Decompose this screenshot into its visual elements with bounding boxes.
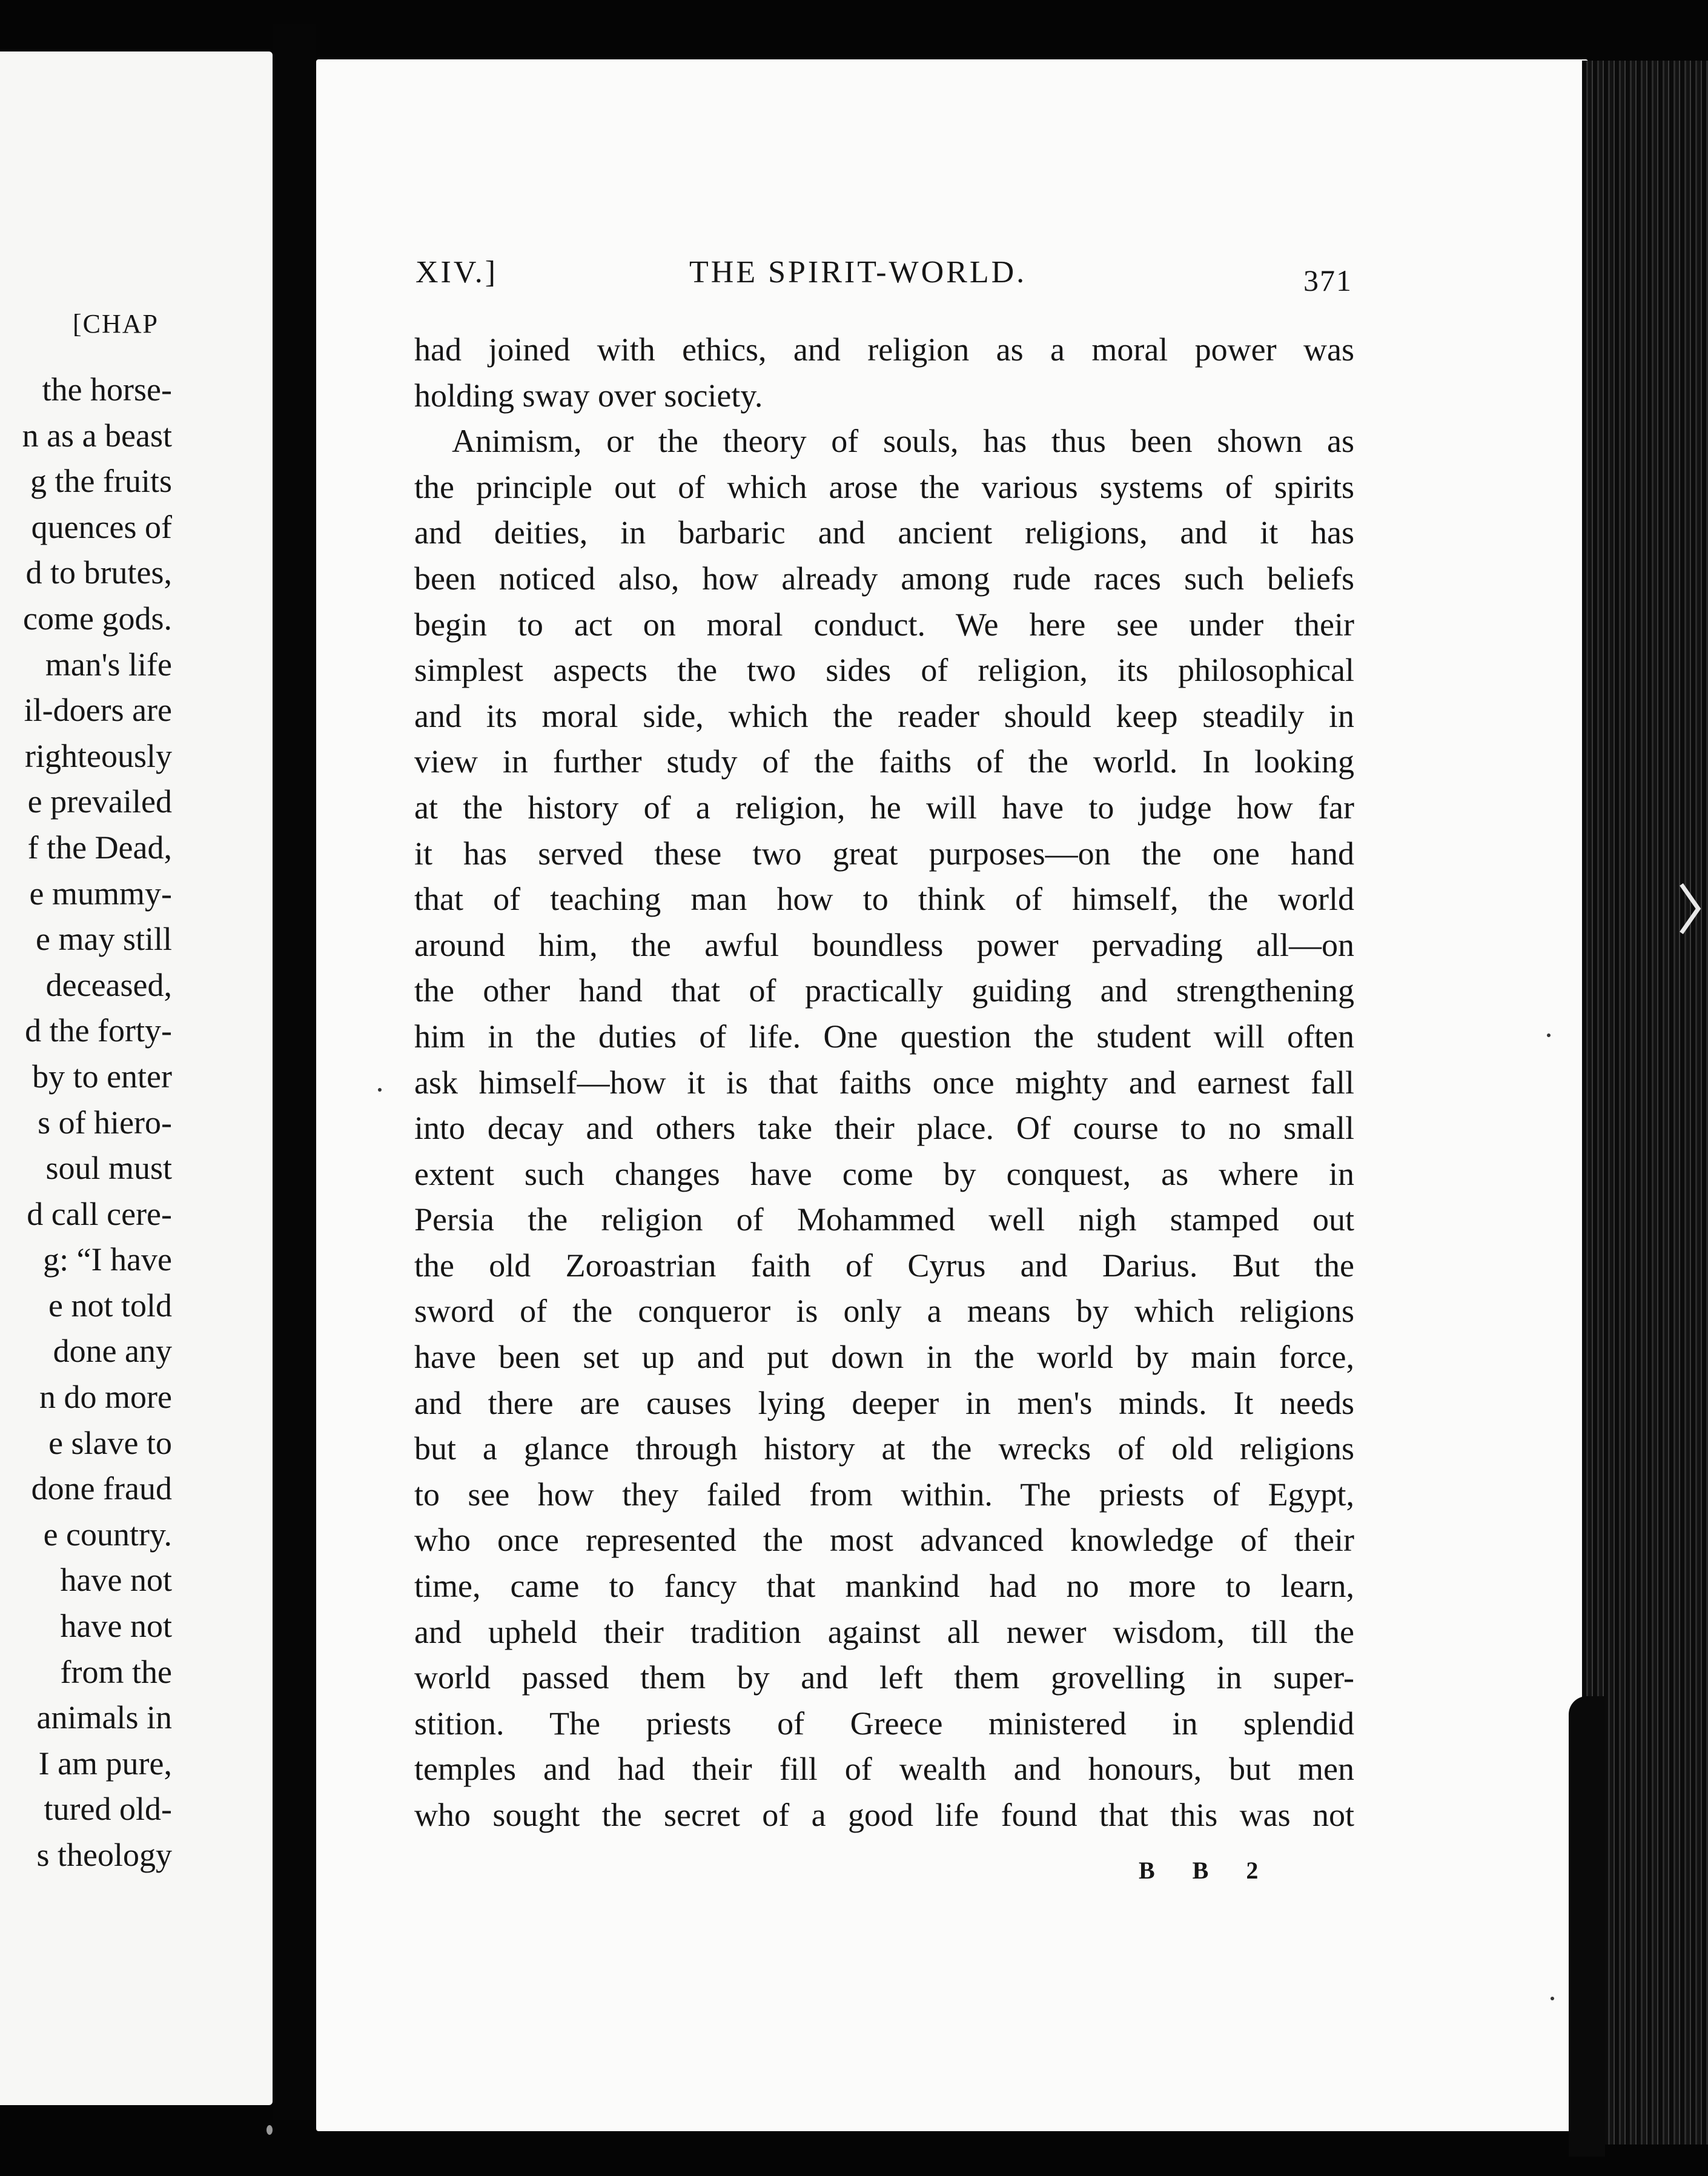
- text-line: s theology: [36, 1837, 172, 1873]
- text-line: the horse-: [42, 371, 172, 408]
- text-line: n as a beast: [22, 417, 172, 454]
- text-line: begin to act on moral conduct. We here see under their: [414, 606, 1354, 643]
- text-line: time, came to fancy that mankind had no more to learn,: [414, 1568, 1354, 1605]
- scan-speck: [1547, 1033, 1551, 1037]
- text-line: f the Dead,: [27, 829, 172, 866]
- text-line: Persia the religion of Mohammed well nigh stamped out: [414, 1201, 1354, 1238]
- text-line: have been set up and put down in the world by main force,: [414, 1339, 1354, 1376]
- text-line: that of teaching man how to think of himself, the world: [414, 881, 1354, 918]
- text-line: come gods.: [23, 600, 172, 637]
- text-line: to see how they failed from within. The priests of Egypt,: [414, 1476, 1354, 1513]
- signature-mark: B B 2: [1139, 1857, 1274, 1884]
- scan-speck: [266, 2125, 273, 2135]
- text-line: deceased,: [45, 966, 172, 1003]
- text-line: the other hand that of practically guiding and strengthening: [414, 972, 1354, 1009]
- text-line: simplest aspects the two sides of religion, its philosophical: [414, 652, 1354, 689]
- page-title: THE SPIRIT-WORLD.: [689, 255, 1027, 290]
- text-line: had joined with ethics, and religion as a moral power was: [414, 331, 1354, 368]
- scan-speck: [378, 1088, 382, 1092]
- text-line: world passed them by and left them grovelling in super-: [414, 1659, 1354, 1696]
- left-page: [0, 51, 273, 2105]
- page-number: 371: [1303, 264, 1352, 297]
- text-line: and upheld their tradition against all newer wisdom, till the: [414, 1613, 1354, 1650]
- text-line: sword of the conqueror is only a means by which religions: [414, 1293, 1354, 1330]
- scan-speck: [1551, 1997, 1554, 2000]
- text-line: holding sway over society.: [414, 377, 763, 414]
- text-line: e slave to: [48, 1424, 172, 1461]
- text-line: tured old-: [44, 1791, 172, 1828]
- text-line: stition. The priests of Greece ministered in splendid: [414, 1705, 1354, 1742]
- text-line: into decay and others take their place. Of course to no small: [414, 1110, 1354, 1147]
- text-line: e may still: [36, 921, 172, 958]
- left-page-text: [22, 367, 172, 1879]
- text-line: from the: [60, 1653, 172, 1690]
- text-line: soul must: [45, 1150, 172, 1187]
- thumb-tab-shadow: [1569, 1696, 1605, 2157]
- text-line: Animism, or the theory of souls, has thus been shown as: [452, 423, 1354, 460]
- text-line: s of hiero-: [38, 1104, 172, 1141]
- text-line: been noticed also, how already among rude races such beliefs: [414, 560, 1354, 597]
- text-line: animals in: [36, 1699, 172, 1736]
- text-line: n do more: [39, 1379, 172, 1416]
- text-line: ask himself—how it is that faiths once mighty and earnest fall: [414, 1064, 1354, 1101]
- text-line: d call cere-: [27, 1195, 172, 1232]
- text-line: temples and had their fill of wealth and honours, but men: [414, 1751, 1354, 1788]
- text-line: quences of: [31, 508, 172, 545]
- text-line: and its moral side, which the reader should keep steadily in: [414, 697, 1354, 734]
- text-line: by to enter: [32, 1058, 172, 1095]
- text-line: view in further study of the faiths of the world. In looking: [414, 743, 1354, 780]
- text-line: I am pure,: [38, 1745, 172, 1782]
- running-head: [415, 254, 1360, 303]
- book-gutter: [273, 24, 316, 2120]
- text-line: the principle out of which arose the various systems of spirits: [414, 468, 1354, 505]
- text-line: e country.: [43, 1516, 172, 1553]
- text-line: d the forty-: [25, 1012, 172, 1049]
- text-line: at the history of a religion, he will have to judge how far: [414, 789, 1354, 826]
- text-line: g: “I have: [43, 1241, 172, 1278]
- text-line: and there are causes lying deeper in men's minds. It needs: [414, 1384, 1354, 1421]
- text-line: righteously: [25, 737, 172, 774]
- text-line: e prevailed: [27, 783, 172, 820]
- text-line: g the fruits: [30, 463, 172, 500]
- text-line: have not: [60, 1562, 172, 1599]
- text-line: il-doers are: [24, 692, 172, 729]
- text-line: and deities, in barbaric and ancient religions, and it has: [414, 514, 1354, 551]
- chapter-marker: XIV.]: [415, 255, 498, 290]
- text-line: it has served these two great purposes—on the one hand: [414, 835, 1354, 872]
- text-line: him in the duties of life. One question the student will often: [414, 1018, 1354, 1055]
- text-line: who once represented the most advanced knowledge of their: [414, 1522, 1354, 1559]
- body-text: [414, 327, 1354, 1839]
- text-line: who sought the secret of a good life found that this was not: [414, 1797, 1354, 1833]
- text-line: done any: [53, 1333, 172, 1370]
- text-line: man's life: [45, 646, 172, 683]
- text-line: the old Zoroastrian faith of Cyrus and Darius. But the: [414, 1247, 1354, 1284]
- text-line: have not: [60, 1608, 172, 1645]
- edge-arrow-icon: [1678, 878, 1702, 939]
- text-line: d to brutes,: [25, 554, 172, 591]
- text-line: but a glance through history at the wrecks of old religions: [414, 1430, 1354, 1467]
- text-line: around him, the awful boundless power pervading all—on: [414, 926, 1354, 963]
- text-line: e not told: [48, 1287, 172, 1324]
- text-line: extent such changes have come by conquest, as where in: [414, 1155, 1354, 1192]
- text-line: done fraud: [31, 1470, 172, 1507]
- text-line: e mummy-: [29, 875, 172, 912]
- left-running-head: [CHAP: [73, 309, 159, 339]
